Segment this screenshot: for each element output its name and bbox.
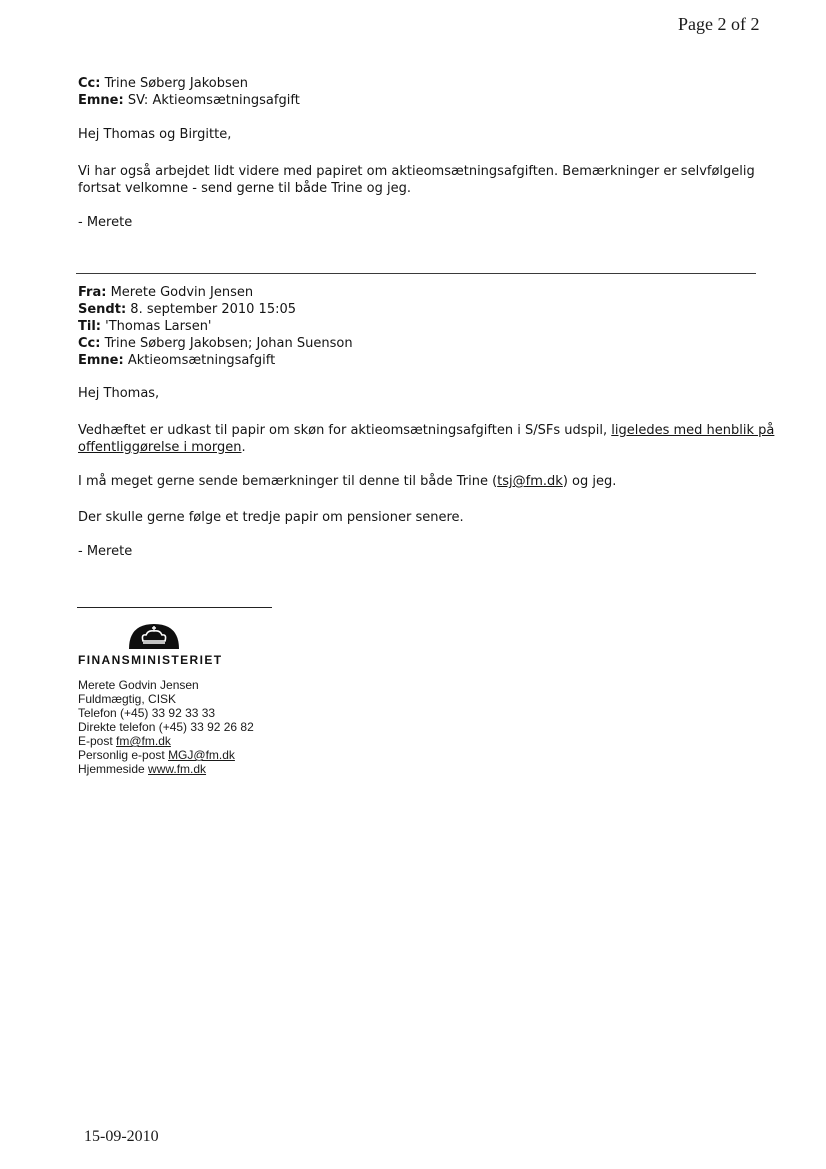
signature-direct-phone: Direkte telefon (+45) 33 92 26 82 <box>78 720 254 734</box>
organization-name: FINANSMINISTERIET <box>78 653 223 667</box>
personal-email-link[interactable]: MGJ@fm.dk <box>168 748 235 762</box>
personal-email-label: Personlig e-post <box>78 748 165 762</box>
reply-subject-line <box>78 93 300 109</box>
reply-body-line-2: fortsat velkomne - send gerne til både Trine og jeg. <box>78 181 411 196</box>
subject-value: Aktieomsætningsafgift <box>127 353 276 368</box>
original-paragraph-1-line-1 <box>78 423 774 439</box>
signature-title: Fuldmægtig, CISK <box>78 692 177 706</box>
inline-link[interactable]: offentliggørelse i morgen <box>78 440 242 455</box>
paragraph-text: Vedhæftet er udkast til papir om skøn for aktieomsætningsafgiften i S/SFs udspil, <box>78 423 612 438</box>
reply-cc-line <box>78 76 248 92</box>
signature-phone: Telefon (+45) 33 92 33 33 <box>78 706 216 720</box>
cc-label: Cc: <box>78 336 101 351</box>
subject-label: Emne: <box>78 93 124 108</box>
homepage-label: Hjemmeside <box>78 762 145 776</box>
original-greeting: Hej Thomas, <box>78 386 160 401</box>
inline-link[interactable]: ligeledes med henblik på <box>611 423 775 438</box>
paragraph-text: I må meget gerne sende bemærkninger til denne til både Trine ( <box>78 474 498 489</box>
email-link[interactable]: fm@fm.dk <box>116 734 171 748</box>
to-label: Til: <box>78 319 101 334</box>
paragraph-text: . <box>241 440 246 455</box>
signature-personal-email-line <box>78 748 235 762</box>
page-number: Page 2 of 2 <box>678 14 760 34</box>
sent-label: Sendt: <box>78 302 127 317</box>
footer-date: 15-09-2010 <box>84 1128 159 1145</box>
signature-name: Merete Godvin Jensen <box>78 678 199 692</box>
cc-label: Cc: <box>78 76 101 91</box>
original-to-line <box>78 319 212 335</box>
reply-signoff: - Merete <box>78 215 133 230</box>
original-paragraph-2 <box>78 474 616 490</box>
signature-divider <box>77 607 272 608</box>
subject-label: Emne: <box>78 353 124 368</box>
from-value: Merete Godvin Jensen <box>110 285 254 300</box>
homepage-link[interactable]: www.fm.dk <box>148 762 207 776</box>
paragraph-text: ) og jeg. <box>562 474 617 489</box>
reply-greeting: Hej Thomas og Birgitte, <box>78 127 232 142</box>
crown-logo-icon <box>126 622 182 650</box>
original-from-line <box>78 285 253 301</box>
original-cc-line <box>78 336 353 352</box>
signature-email-line <box>78 734 171 748</box>
signature-homepage-line <box>78 762 206 776</box>
original-paragraph-3: Der skulle gerne følge et tredje papir om pensioner senere. <box>78 510 464 525</box>
email-label: E-post <box>78 734 113 748</box>
original-paragraph-1-line-2 <box>78 440 246 456</box>
original-sent-line <box>78 302 296 318</box>
cc-value: Trine Søberg Jakobsen; Johan Suenson <box>104 336 353 351</box>
message-divider <box>76 273 756 274</box>
original-signoff: - Merete <box>78 544 133 559</box>
cc-value: Trine Søberg Jakobsen <box>104 76 248 91</box>
from-label: Fra: <box>78 285 107 300</box>
to-value: 'Thomas Larsen' <box>105 319 212 334</box>
reply-body-line-1: Vi har også arbejdet lidt videre med papiret om aktieomsætningsafgiften. Bemærkninger er selvfølgelig <box>78 164 755 179</box>
sent-value: 8. september 2010 15:05 <box>130 302 297 317</box>
subject-value: SV: Aktieomsætningsafgift <box>127 93 300 108</box>
email-link[interactable]: tsj@fm.dk <box>497 474 563 489</box>
original-subject-line <box>78 353 275 369</box>
